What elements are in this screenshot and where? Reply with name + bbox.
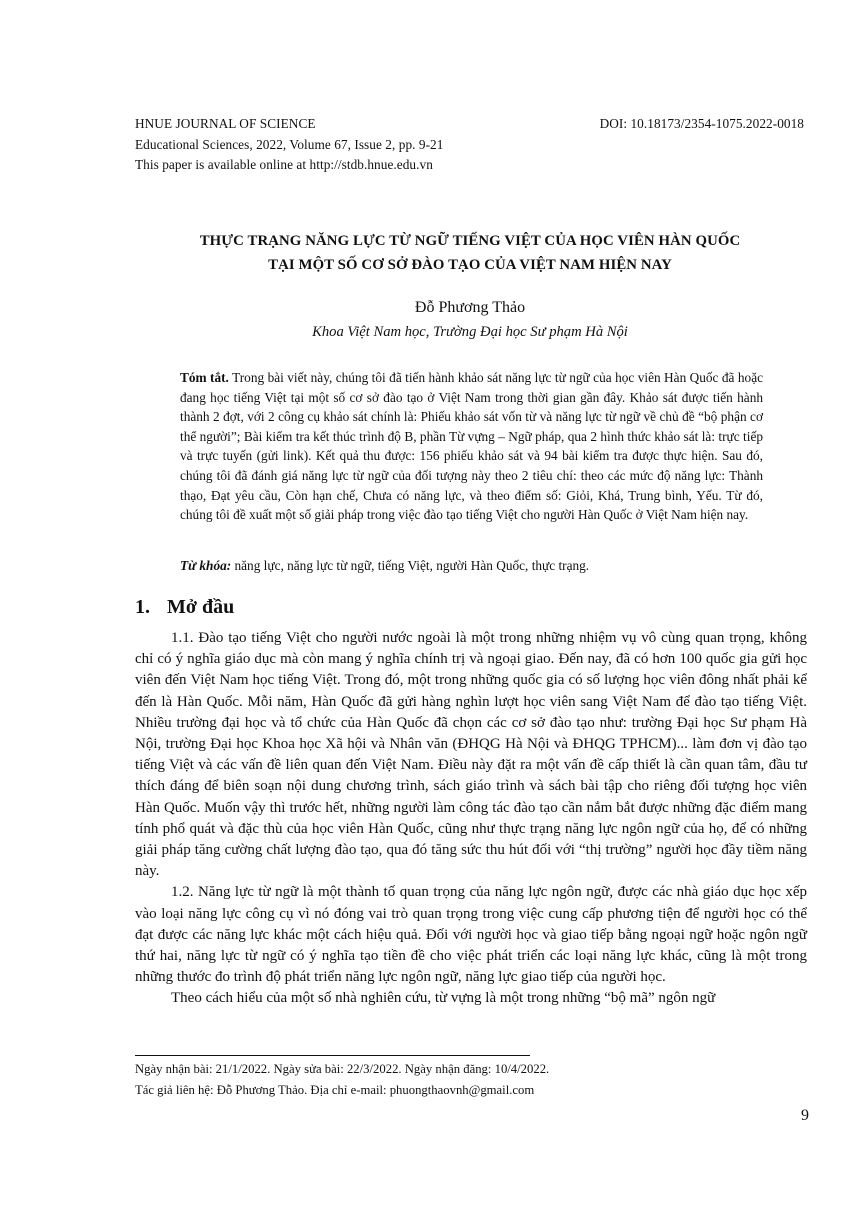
abstract-text: Trong bài viết này, chúng tôi đã tiến hành khảo sát năng lực từ ngữ của học viên Hàn Quốc đã hoặc đang học tiếng Việt tại một số cơ sở đào tạo ở Việt Nam trong thời gian gần đây. Khảo sát được tiến hành thành 2 đợt, với 2 công cụ khảo sát chính là: Phiếu khảo sát vốn từ và năng lực từ ngữ về chủ đề “bộ phận cơ thể người”; Bài kiểm tra kết thúc trình độ B, phần Từ vựng – Ngữ pháp, qua 2 hình thức khảo sát là: trực tiếp và trực tuyến (gửi link). Kết quả thu được: 156 phiếu khảo sát và 94 bài kiểm tra được thực hiện. Sau đó, chúng tôi đã đánh giá năng lực từ ngữ của đối tượng này theo 2 tiêu chí: theo các mức độ năng lực: Thành thạo, Đạt yêu cầu, Còn hạn chế, Chưa có năng lực, và theo điểm số: Giỏi, Khá, Trung bình, Yếu. Từ đó, chúng tôi đề xuất một số giải pháp trong việc đào tạo tiếng Việt cho người Hàn Quốc ở Việt Nam hiện nay. bbox=[180, 370, 764, 523]
body-paragraph: 1.1. Đào tạo tiếng Việt cho người nước ngoài là một trong những nhiệm vụ vô cùng quan trọng, không chỉ có ý nghĩa giáo dục mà còn mang ý nghĩa chính trị và ngoại giao. Đến nay, đã có hơn 100 quốc gia gửi học viên đến Việt Nam học tiếng Việt. Trong đó, một trong những quốc gia có số lượng học viên đông nhất phải kể đến là Hàn Quốc. Mỗi năm, Hàn Quốc đã gửi hàng nghìn lượt học viên sang Việt Nam để đào tạo tiếng Việt. Nhiều trường đại học và tổ chức của Hàn Quốc đã chọn các cơ sở đào tạo như: trường Đại học Sư phạm Hà Nội, trường Đại học Khoa học Xã hội và Nhân văn (ĐHQG Hà Nội và ĐHQG TPHCM)... làm đơn vị đào tạo tiếng Việt và các vấn đề liên quan đến Việt Nam. Điều này đặt ra một vấn đề cấp thiết là cần quan tâm, đầu tư thích đáng để biên soạn nội dung chương trình, sách giáo trình và sách bài tập cho riêng đối tượng học viên Hàn Quốc. Muốn vậy thì trước hết, những người làm công tác đào tạo cần nắm bắt được những đặc điểm mang tính phổ quát và đặc thù của học viên Hàn Quốc, cũng như thực trạng năng lực ngôn ngữ của họ, để có những giải pháp tăng cường chất lượng đào tạo, qua đó tăng sức thu hút đối với “thị trường” người học đầy tiềm năng này. bbox=[135, 630, 807, 880]
footnote-contact: Tác giả liên hệ: Đỗ Phương Thảo. Địa chỉ e-mail: phuongthaovnh@gmail.com bbox=[135, 1083, 535, 1097]
keywords-text: năng lực, năng lực từ ngữ, tiếng Việt, người Hàn Quốc, thực trạng. bbox=[231, 558, 590, 573]
section-number: 1. bbox=[135, 596, 150, 618]
section-heading bbox=[135, 593, 234, 621]
issue-info: Educational Sciences, 2022, Volume 67, Issue 2, pp. 9-21 bbox=[135, 137, 444, 152]
keywords bbox=[180, 556, 770, 575]
abstract bbox=[180, 368, 763, 525]
online-availability: This paper is available online at http://stdb.hnue.edu.vn bbox=[135, 157, 433, 172]
keywords-label: Từ khóa: bbox=[180, 558, 232, 573]
paper-title bbox=[120, 229, 820, 277]
author-affiliation: Khoa Việt Nam học, Trường Đại học Sư phạm Hà Nội bbox=[312, 324, 628, 340]
section-title: Mở đầu bbox=[167, 596, 235, 618]
page-number: 9 bbox=[801, 1107, 809, 1124]
abstract-label: Tóm tắt. bbox=[180, 370, 229, 385]
footnote-dates: Ngày nhận bài: 21/1/2022. Ngày sửa bài: 22/3/2022. Ngày nhận đăng: 10/4/2022. bbox=[135, 1062, 550, 1076]
footnote-divider bbox=[135, 1055, 530, 1056]
body-paragraph: 1.2. Năng lực từ ngữ là một thành tố quan trọng của năng lực ngôn ngữ, được các nhà giáo dục học xếp vào loại năng lực công cụ vì nó đóng vai trò quan trọng trong việc cung cấp phương tiện để người học có thể đạt được các năng lực khác một cách hiệu quả. Đối với người học và giao tiếp bằng ngoại ngữ hoặc ngôn ngữ thứ hai, năng lực từ ngữ có ý nghĩa tạo tiền đề cho việc phát triển các loại năng lực khác, cũng là một trong những thước đo trình độ phát triển năng lực ngôn ngữ, năng lực giao tiếp của người học. bbox=[135, 884, 807, 986]
journal-name: HNUE JOURNAL OF SCIENCE bbox=[135, 116, 316, 131]
paper-title-line-2: TẠI MỘT SỐ CƠ SỞ ĐÀO TẠO CỦA VIỆT NAM HIỆN NAY bbox=[268, 257, 672, 273]
author-name: Đỗ Phương Thảo bbox=[414, 299, 526, 316]
section-body bbox=[135, 628, 807, 1010]
paper-title-line-1: THỰC TRẠNG NĂNG LỰC TỪ NGỮ TIẾNG VIỆT CỦA HỌC VIÊN HÀN QUỐC bbox=[199, 233, 741, 249]
body-paragraph: Theo cách hiểu của một số nhà nghiên cứu, từ vựng là một trong những “bộ mã” ngôn ngữ bbox=[171, 990, 716, 1007]
doi: DOI: 10.18173/2354-1075.2022-0018 bbox=[599, 116, 804, 131]
